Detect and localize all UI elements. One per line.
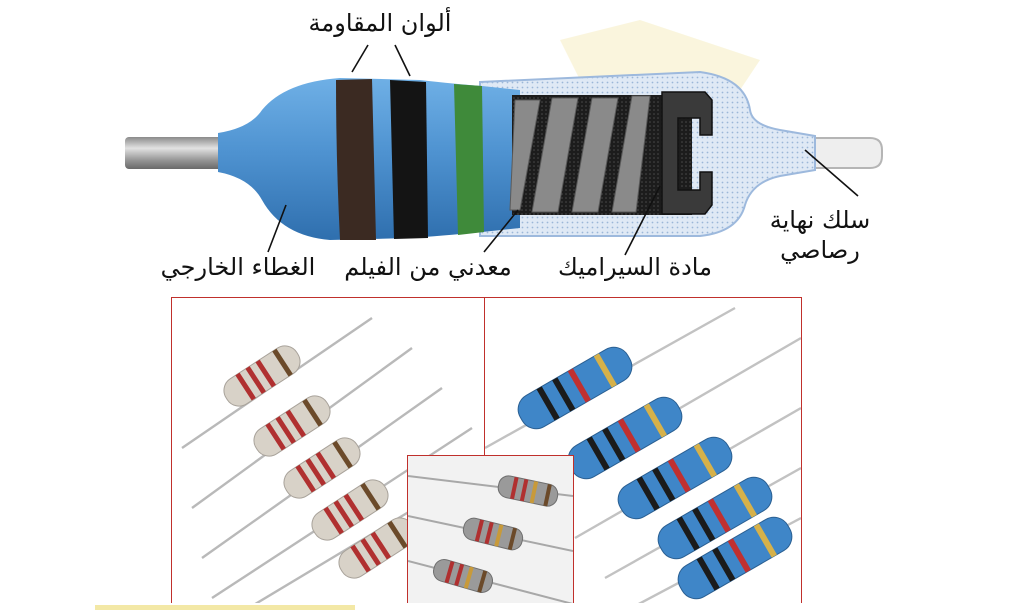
- band-black: [390, 80, 428, 239]
- gray-resistors-illustration: [408, 456, 573, 606]
- label-outer-coating: الغطاء الخارجي: [160, 253, 316, 281]
- bottom-strip-accent: [95, 605, 355, 610]
- label-resistor-colors: ألوان المقاومة: [308, 9, 452, 37]
- label-lead-wire: [740, 205, 900, 265]
- photo-panel-gray-resistors: [407, 455, 574, 607]
- beige-resistor: [219, 341, 306, 412]
- label-metal-film: معدني من الفيلم: [344, 253, 512, 281]
- label-lead-wire-line1: سلك نهاية: [769, 206, 871, 234]
- band-brown: [336, 79, 376, 240]
- label-lead-wire-line2: رصاصي: [780, 236, 860, 264]
- label-ceramic-material: مادة السيراميك: [558, 253, 712, 281]
- band-green: [454, 84, 484, 235]
